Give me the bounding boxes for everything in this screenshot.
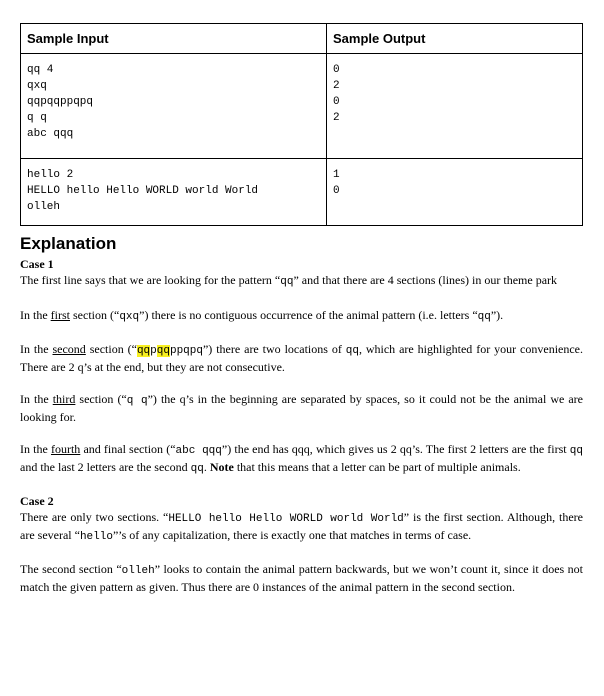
text: ” and that there are 4 sections (lines) in our theme park	[293, 273, 558, 287]
case1-paragraph-1	[20, 272, 583, 290]
code-snippet: p	[150, 345, 157, 357]
text: ”) there are two locations of	[202, 342, 346, 356]
underlined-word: second	[52, 342, 86, 356]
text: In the	[20, 392, 53, 406]
input-line: abc qqq	[27, 128, 74, 140]
highlighted-match: qq	[136, 345, 151, 357]
sample-input-cell	[21, 159, 327, 226]
code-snippet: qq	[190, 463, 204, 475]
code-snippet: qq	[569, 445, 583, 457]
case2-paragraph-2	[20, 561, 583, 595]
text: There are only two sections. “	[20, 510, 169, 524]
code-snippet: qq	[345, 345, 359, 357]
text: ” looks to contain the animal pattern backwards, but we won’t count it, since it does not match the given pattern as given. Thus there are 0 instances of the animal pattern in the second section.	[20, 562, 584, 594]
explanation-section	[20, 233, 583, 611]
input-line: olleh	[27, 201, 61, 213]
table-row	[21, 159, 583, 226]
text: that this means that a letter can be part of multiple animals.	[233, 460, 521, 474]
text: , which are highlighted for your convenience. There are 2 q’s at the end, but they are not consecutive.	[20, 342, 583, 374]
output-line: 2	[333, 80, 340, 92]
case2-heading: Case 2	[20, 494, 54, 508]
case1-paragraph-2	[20, 307, 583, 325]
text: The second section “	[20, 562, 122, 576]
text: In the	[20, 308, 51, 322]
case1-paragraph-5	[20, 441, 583, 477]
header-sample-input: Sample Input	[21, 24, 327, 54]
text: and the last 2 letters are the second	[20, 460, 191, 474]
input-line: qqpqqppqpq	[27, 96, 94, 108]
text: In the	[20, 342, 53, 356]
text: In the	[20, 442, 51, 456]
sample-input-cell	[21, 54, 327, 159]
text: The first line says that we are looking for the pattern “	[20, 273, 281, 287]
code-snippet: q q	[126, 395, 148, 407]
sample-table	[20, 23, 583, 226]
text: section (“	[75, 392, 127, 406]
output-line: 1	[333, 169, 340, 181]
code-snippet: qxq	[119, 311, 140, 323]
input-line: hello 2	[27, 169, 74, 181]
input-line: qxq	[27, 80, 47, 92]
text: ”) the end has qqq, which gives us 2 qq’s. The first 2 letters are the first	[221, 442, 570, 456]
underlined-word: first	[50, 308, 70, 322]
output-line: 0	[333, 96, 340, 108]
table-header-row	[21, 24, 583, 54]
case1-heading: Case 1	[20, 257, 54, 271]
code-snippet: ppqpq	[169, 345, 203, 357]
text: and final section (“	[80, 442, 176, 456]
input-line: q q	[27, 112, 47, 124]
code-snippet: qq	[477, 311, 491, 323]
text: section (“	[70, 308, 120, 322]
code-snippet: abc qqq	[175, 445, 222, 457]
text: ”’s of any capitalization, there is exactly one that matches in terms of case.	[112, 528, 472, 542]
text: .	[203, 460, 210, 474]
table-row	[21, 54, 583, 159]
input-line: qq 4	[27, 64, 54, 76]
text: ”) there is no contiguous occurrence of the animal pattern (i.e. letters “	[139, 308, 478, 322]
code-snippet: hello	[79, 531, 113, 543]
code-snippet: HELLO hello Hello WORLD world World	[168, 513, 404, 525]
text: ”) the q’s in the beginning are separated by spaces, so it could not be the animal we are looking for.	[20, 392, 584, 424]
sample-output-cell	[327, 54, 583, 159]
output-line: 0	[333, 185, 340, 197]
text: section (“	[85, 342, 137, 356]
sample-output-cell	[327, 159, 583, 226]
output-line: 0	[333, 64, 340, 76]
text: ”).	[490, 308, 504, 322]
explanation-heading: Explanation	[20, 234, 117, 253]
underlined-word: third	[52, 392, 76, 406]
case1-paragraph-3	[20, 341, 583, 375]
bold-note: Note	[209, 460, 234, 474]
case2-paragraph-1	[20, 509, 583, 545]
input-line: HELLO hello Hello WORLD world World	[27, 185, 259, 197]
header-sample-output: Sample Output	[327, 24, 583, 54]
underlined-word: fourth	[50, 442, 81, 456]
text: ” is the first section. Although, there are several “	[20, 510, 584, 542]
code-snippet: qq	[280, 276, 294, 288]
output-line: 2	[333, 112, 340, 124]
code-snippet: olleh	[121, 565, 155, 577]
case1-paragraph-4	[20, 391, 583, 425]
highlighted-match: qq	[156, 345, 170, 357]
